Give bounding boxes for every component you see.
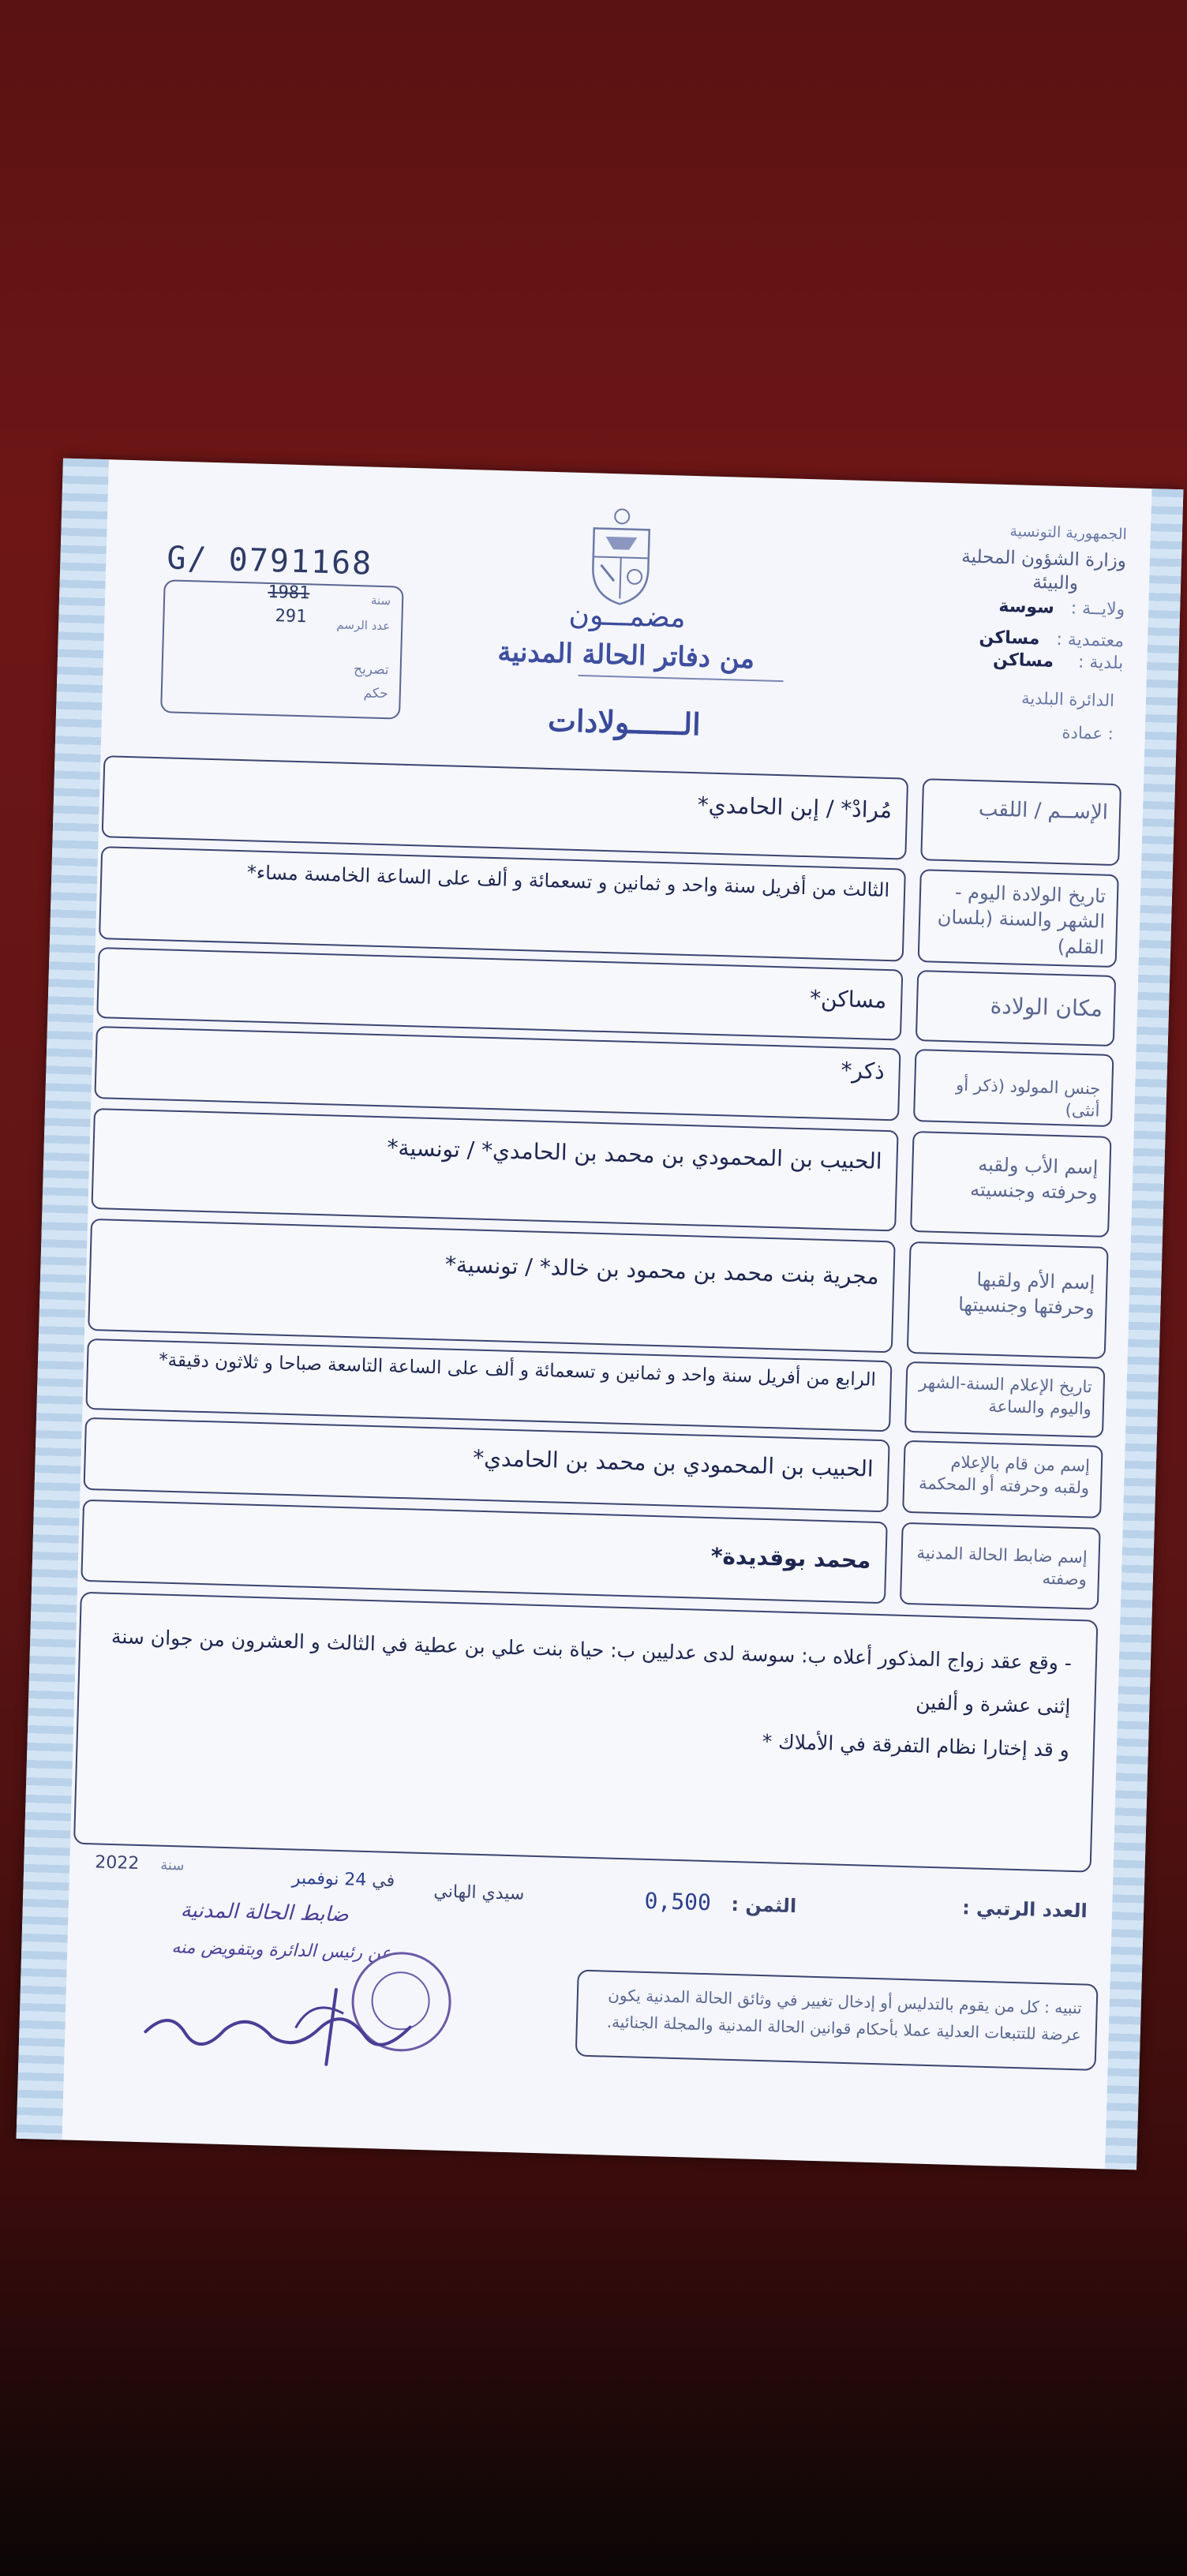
record-number-value: 291: [275, 606, 307, 627]
field-row-father: [91, 1108, 1111, 1237]
field-value-gender: ذكر*: [94, 1026, 901, 1121]
wilaya-label: ولايــة :: [1070, 598, 1125, 620]
issue-place: سيدي الهاني: [433, 1881, 525, 1904]
field-label-father: إسم الأب ولقبه وحرفته وجنسيته: [910, 1131, 1111, 1237]
wilaya-row: [793, 591, 1125, 620]
birth-certificate-document: [17, 459, 1184, 2170]
field-value-declaration-date: الرابع من أفريل سنة واحد و ثمانين و تسعمائة و ألف على الساعة التاسعة صباحا و ثلاثون دقيقة*: [85, 1339, 892, 1432]
decorative-border-right: [1105, 489, 1183, 2170]
field-label-mother: إسم الأم ولقبها وحرفتها وجنسيتها: [907, 1241, 1109, 1359]
issue-date-value: 24 نوفمبر: [291, 1868, 367, 1891]
field-row-name: [102, 755, 1121, 866]
republic-label: الجمهورية التونسية: [1009, 522, 1128, 544]
record-declaration-label: تصريح: [353, 661, 389, 679]
issue-year-value: 2022: [94, 1852, 140, 1874]
handwritten-signature: [137, 1976, 423, 2071]
title-underline: [579, 675, 784, 682]
field-value-mother: مجرية بنت محمد بن محمود بن خالد* / تونسية*: [88, 1219, 896, 1353]
field-row-birth-date: [99, 846, 1119, 968]
field-value-name: مُرادْ* / إبن الحامدي*: [102, 755, 909, 859]
field-value-officer: محمد بوقديدة*: [81, 1500, 888, 1604]
imada-label: عمادة :: [1062, 723, 1114, 743]
field-value-declarant: الحبيب بن المحمودي بن محمد بن الحامدي*: [84, 1417, 890, 1512]
field-value-birth-date: الثالث من أفريل سنة واحد و ثمانين و تسعمائة و ألف على الساعة الخامسة مساء*: [99, 846, 906, 961]
title-civil-registry: من دفاتر الحالة المدنية: [497, 636, 755, 676]
serial-number: G/ 0791168: [166, 540, 373, 582]
field-label-declarant: إسم من قام بالإعلام ولقبه وحرفته أو المحكمة: [902, 1440, 1103, 1518]
field-value-father: الحبيب بن المحمودي بن محمد بن الحامدي* / تونسية*: [91, 1108, 898, 1231]
marginal-note-line1: - وقع عقد زواج المذكور أعلاه ب: سوسة لدى عدليين ب: حياة بنت علي بن عطية في الثالث و العشرون من جوان سنة إثنى عشرة و ألفين: [110, 1624, 1073, 1718]
record-judgment-label: حكم: [363, 685, 389, 702]
daira-label: الدائرة البلدية: [1020, 688, 1115, 710]
ministry-label-line2: والبيئة: [1032, 571, 1079, 594]
price-row: [607, 1887, 797, 1919]
field-label-birth-place: مكان الولادة: [916, 970, 1116, 1046]
field-label-name: الإســم / اللقب: [920, 778, 1121, 866]
baladia-value: مساكن: [992, 650, 1054, 672]
coat-of-arms-emblem: [580, 504, 662, 609]
field-value-birth-place: مساكن*: [96, 947, 903, 1040]
motamadia-label: معتمدية :: [1056, 629, 1125, 652]
field-row-officer: [81, 1500, 1100, 1610]
field-label-declaration-date: تاريخ الإعلام السنة-الشهر واليوم والساعة: [904, 1361, 1105, 1438]
field-label-officer: إسم ضابط الحالة المدنية وصفته: [900, 1522, 1101, 1610]
issue-date-prefix: في: [371, 1870, 395, 1892]
price-label: الثمن :: [731, 1893, 797, 1918]
officer-delegation-handwritten: عن رئيس الدائرة وبتفويض منه: [171, 1938, 392, 1964]
marginal-note-box: [73, 1592, 1098, 1873]
field-label-gender: جنس المولود (ذكر أو أنثى): [913, 1049, 1114, 1127]
wilaya-value: سوسة: [998, 596, 1055, 618]
record-year-value: 1981: [268, 582, 310, 604]
title-summary: مضمـــون: [568, 598, 687, 635]
baladia-label: بلدية :: [1077, 652, 1124, 674]
record-number-label: عدد الرسم: [336, 617, 391, 634]
record-info-box: [160, 579, 404, 719]
title-births: الــــــولادات: [547, 702, 702, 743]
motamadia-value: مساكن: [979, 627, 1040, 650]
register-number-label: العدد الرتبي :: [961, 1896, 1088, 1923]
field-label-birth-date: تاريخ الولادة اليوم - الشهر والسنة (بلسان القلم): [918, 869, 1119, 968]
price-value: 0,500: [644, 1887, 712, 1916]
issue-year: [95, 1852, 185, 1874]
marginal-note-line2: و قد إختارا نظام التفرقة في الأملاك *: [762, 1729, 1070, 1762]
officer-title-handwritten: ضابط الحالة المدنية: [180, 1898, 350, 1927]
field-row-mother: [88, 1219, 1108, 1359]
record-year-label: سنة: [370, 593, 391, 608]
ministry-label-line1: وزارة الشؤون المحلية: [960, 546, 1127, 572]
fraud-warning-notice: تنبيه : كل من يقوم بالتدليس أو إدخال تغيير في وثائق الحالة المدنية يكون عرضة للتتبعات العدلية عملا بأحكام قوانين الحالة المدنية والمجلة الجنائية.: [575, 1970, 1099, 2071]
issue-year-label: سنة: [159, 1856, 185, 1874]
issue-date: [292, 1868, 395, 1891]
